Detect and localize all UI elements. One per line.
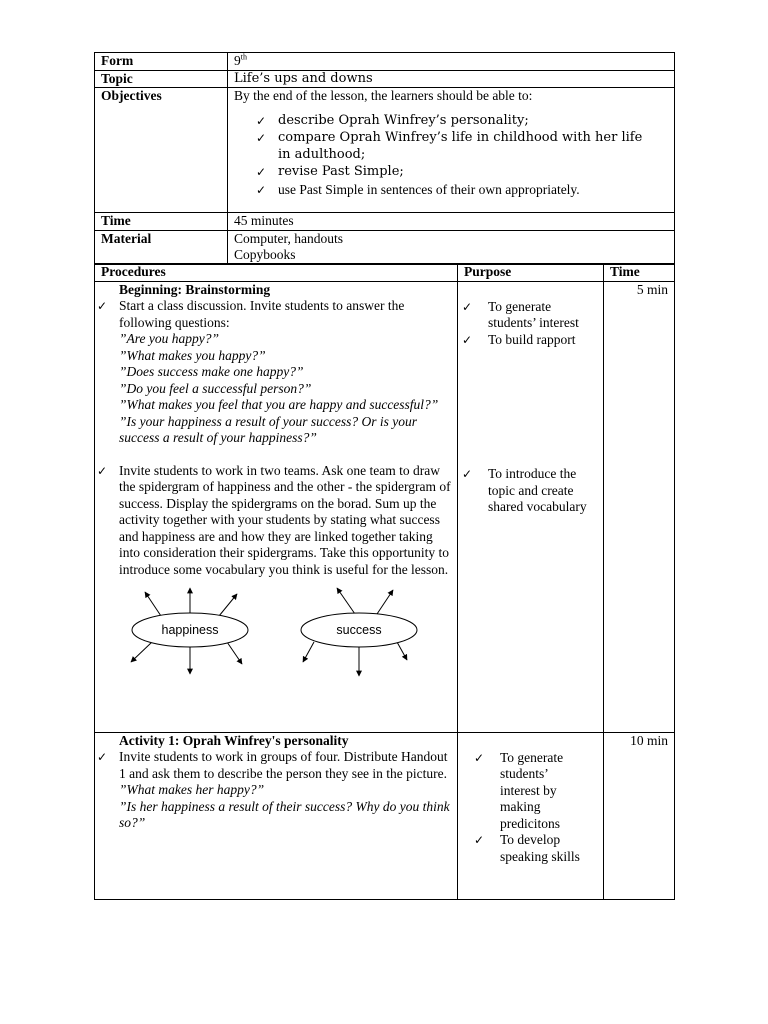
topic-label: Topic: [95, 70, 228, 88]
purpose-item: ✓ To develop speaking skills: [474, 832, 597, 865]
procedure-step: ✓ Invite students to work in groups of four. Distribute Handout 1 and ask them to describe the person they see in the picture.: [97, 749, 451, 782]
objective-item: ✓ describe Oprah Winfrey’s personality;: [256, 113, 668, 130]
question: ”What makes you feel that you are happy and successful?”: [119, 397, 439, 412]
material-row: [95, 230, 675, 264]
stage-activity1-purpose: [458, 732, 604, 899]
time-value: 45 minutes: [228, 213, 675, 231]
spider-arrow: [227, 642, 242, 664]
stage-title: Beginning: Brainstorming: [119, 281, 271, 297]
question: ”Does success make one happy?”: [119, 364, 304, 379]
stage-brainstorming-row: [95, 281, 675, 732]
spider-arrow: [303, 642, 314, 662]
spider-arrow: [145, 592, 161, 616]
procedures-header-row: [95, 264, 675, 282]
spider-arrow: [131, 642, 152, 662]
col-purpose: Purpose: [458, 264, 604, 282]
spider-arrow: [397, 642, 407, 660]
stage-title: Activity 1: Oprah Winfrey's personality: [119, 732, 349, 748]
time-label: Time: [95, 213, 228, 231]
lesson-info-table: [94, 52, 675, 265]
objective-item: ✓ revise Past Simple;: [256, 164, 668, 181]
spider-arrow: [219, 594, 237, 616]
procedure-step: ✓ Invite students to work in two teams. Ask one team to draw the spidergram of happiness and the other - the spidergram of success. Display the spidergrams on the borad. Sum up the activity together with your students by stating what success and happiness are and how they are linked together taking into consideration their spidergrams. Take this opportunity to introduce some vocabulary you think is useful for the lesson.: [97, 463, 451, 579]
question: ”What makes you happy?”: [119, 347, 266, 363]
objectives-label: Objectives: [95, 88, 228, 213]
objectives-row: [95, 88, 675, 213]
purpose-item: ✓ To generate students’ interest: [462, 299, 597, 332]
col-time: Time: [604, 264, 675, 282]
material-line: Computer, handouts: [234, 230, 343, 246]
material-value: [228, 230, 675, 264]
time-row: [95, 213, 675, 231]
stage-brainstorming-time: 5 min: [604, 281, 675, 732]
col-procedures: Procedures: [95, 264, 458, 282]
question: ”Are you happy?”: [119, 331, 219, 346]
topic-value: Life’s ups and downs: [228, 70, 675, 88]
form-label: Form: [95, 53, 228, 71]
objective-item: ✓ use Past Simple in sentences of their own appropriately.: [256, 182, 668, 199]
form-row: [95, 53, 675, 71]
question: ”Do you feel a successful person?”: [119, 380, 312, 396]
stage-activity1-procedures: [95, 732, 458, 899]
material-line: Copybooks: [234, 247, 296, 262]
procedure-step: ✓ Start a class discussion. Invite students to answer the following questions:: [97, 298, 451, 331]
objective-item: ✓ compare Oprah Winfrey’s life in childhood with her life in adulthood;: [256, 130, 668, 163]
objectives-cell: [228, 88, 675, 213]
procedures-table: [94, 263, 675, 900]
spidergram-label: success: [336, 623, 382, 637]
question: ”Is your happiness a result of your success? Or is your success a result of your happiness?”: [119, 413, 417, 445]
purpose-item: ✓ To introduce the topic and create shared vocabulary: [462, 466, 597, 516]
objectives-intro: By the end of the lesson, the learners should be able to:: [234, 88, 533, 103]
spider-arrow: [337, 588, 355, 614]
form-value: 9th: [228, 53, 675, 71]
purpose-item: ✓ To generate students’ interest by making predicitons: [474, 750, 597, 833]
question-list: [97, 331, 451, 447]
topic-row: [95, 70, 675, 88]
stage-brainstorming-purpose: [458, 281, 604, 732]
stage-activity1-time: 10 min: [604, 732, 675, 899]
question: ”Is her happiness a result of their success? Why do you think so?”: [119, 798, 450, 830]
question: ”What makes her happy?”: [119, 782, 265, 797]
objectives-list: [256, 113, 668, 199]
spidergram-diagrams: [97, 582, 452, 684]
spider-arrow: [377, 590, 393, 614]
stage-brainstorming-procedures: [95, 281, 458, 732]
purpose-item: ✓ To build rapport: [462, 332, 597, 349]
spidergram-label: happiness: [161, 623, 219, 637]
stage-activity1-row: [95, 732, 675, 899]
material-label: Material: [95, 230, 228, 264]
